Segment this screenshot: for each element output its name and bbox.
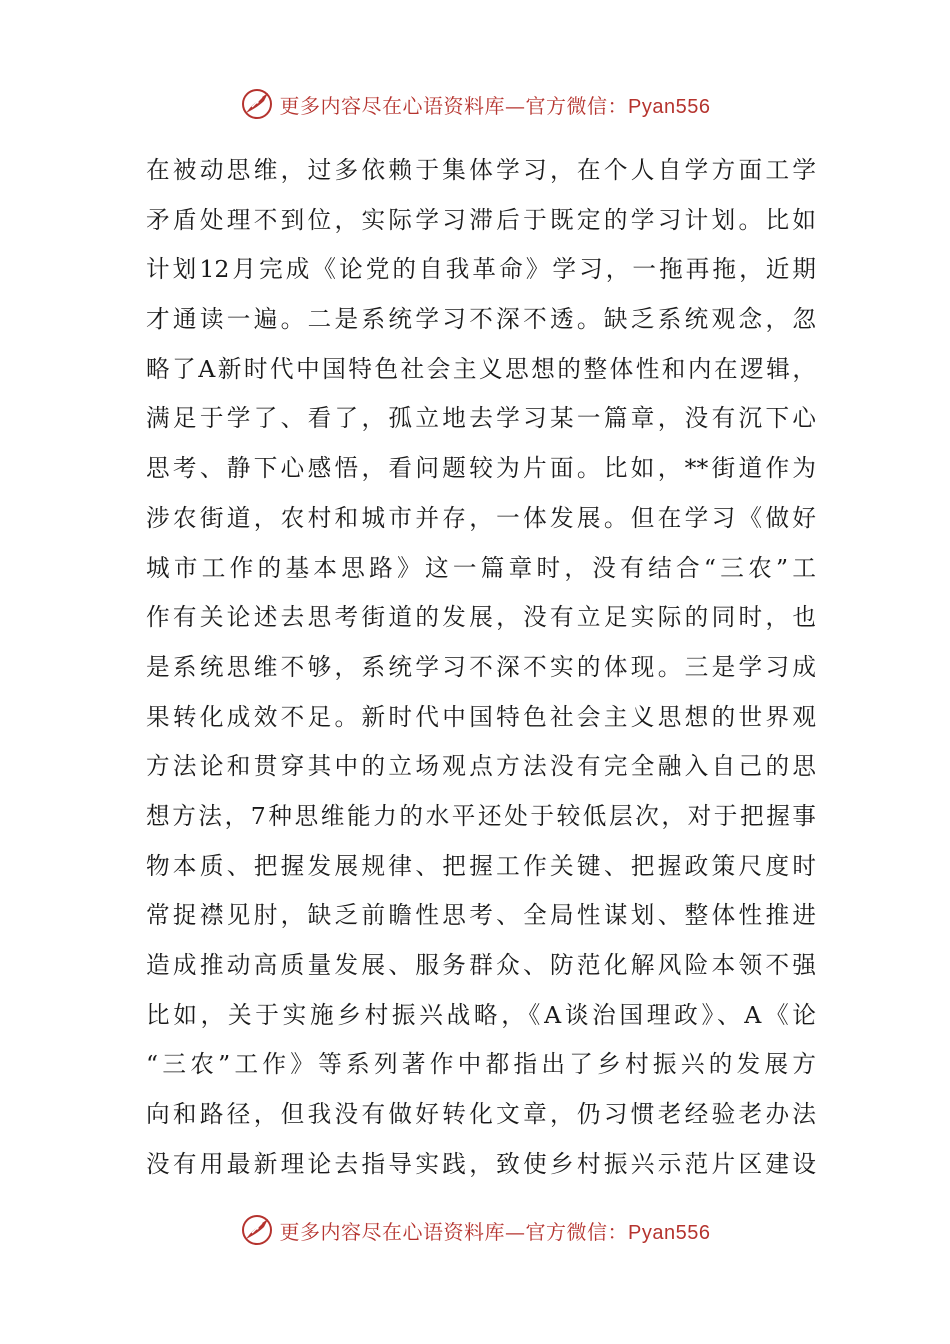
body-line: 比如，关于实施乡村振兴战略，《A谈治国理政》、A《论 [146,1000,816,1029]
banner-site-name: 更多内容尽在心语资料库 [279,1219,506,1244]
body-line: 方法论和贯穿其中的立场观点方法没有完全融入自己的思 [146,752,816,781]
banner-text [280,90,711,119]
banner-text [280,1216,711,1245]
body-line: 向和路径，但我没有做好转化文章，仍习惯老经验老办法 [146,1100,816,1129]
banner-wechat-id: Pyan556 [628,95,711,118]
body-line: 常捉襟见肘，缺乏前瞻性思考、全局性谋划、整体性推进 [146,901,816,930]
body-line: 果转化成效不足。新时代中国特色社会主义思想的世界观 [146,702,816,731]
body-line: 计划12月完成《论党的自我革命》学习，一拖再拖，近期 [146,255,816,284]
body-line: 造成推动高质量发展、服务群众、防范化解风险本领不强 [146,951,816,979]
banner-site-name: 更多内容尽在心语资料库 [279,93,506,118]
banner-dash: — [505,93,526,118]
footer-watermark-banner [0,1210,950,1250]
header-watermark-banner [0,84,950,124]
body-line: 思考、静下心感悟，看问题较为片面。比如，**街道作为 [146,454,816,483]
pen-nib-logo-icon [240,87,274,121]
body-line: 城市工作的基本思路》这一篇章时，没有结合“三农”工 [146,553,816,582]
banner-wechat-label: 官方微信： [525,93,629,118]
body-line: 想方法，7种思维能力的水平还处于较低层次，对于把握事 [146,801,816,830]
body-line: 在被动思维，过多依赖于集体学习，在个人自学方面工学 [146,156,816,184]
body-line: “三农”工作》等系列著作中都指出了乡村振兴的发展方 [146,1050,816,1079]
body-line: 作有关论述去思考街道的发展，没有立足实际的同时，也 [146,603,816,632]
body-line: 满足于学了、看了，孤立地去学习某一篇章，没有沉下心 [146,404,816,433]
body-line: 才通读一遍。二是系统学习不深不透。缺乏系统观念，忽 [146,305,816,334]
document-body [146,146,816,1189]
body-line: 是系统思维不够，系统学习不深不实的体现。三是学习成 [146,652,816,681]
pen-nib-logo-icon [240,1213,274,1247]
body-line: 物本质、把握发展规律、把握工作关键、把握政策尺度时 [146,851,816,880]
banner-wechat-id: Pyan556 [628,1221,711,1244]
body-line: 没有用最新理论去指导实践，致使乡村振兴示范片区建设 [146,1149,816,1178]
banner-dash: — [505,1219,526,1244]
banner-wechat-label: 官方微信： [525,1219,629,1244]
body-line: 矛盾处理不到位，实际学习滞后于既定的学习计划。比如 [146,205,816,234]
body-line: 略了A新时代中国特色社会主义思想的整体性和内在逻辑， [146,354,816,383]
body-line: 涉农街道，农村和城市并存，一体发展。但在学习《做好 [146,503,816,532]
